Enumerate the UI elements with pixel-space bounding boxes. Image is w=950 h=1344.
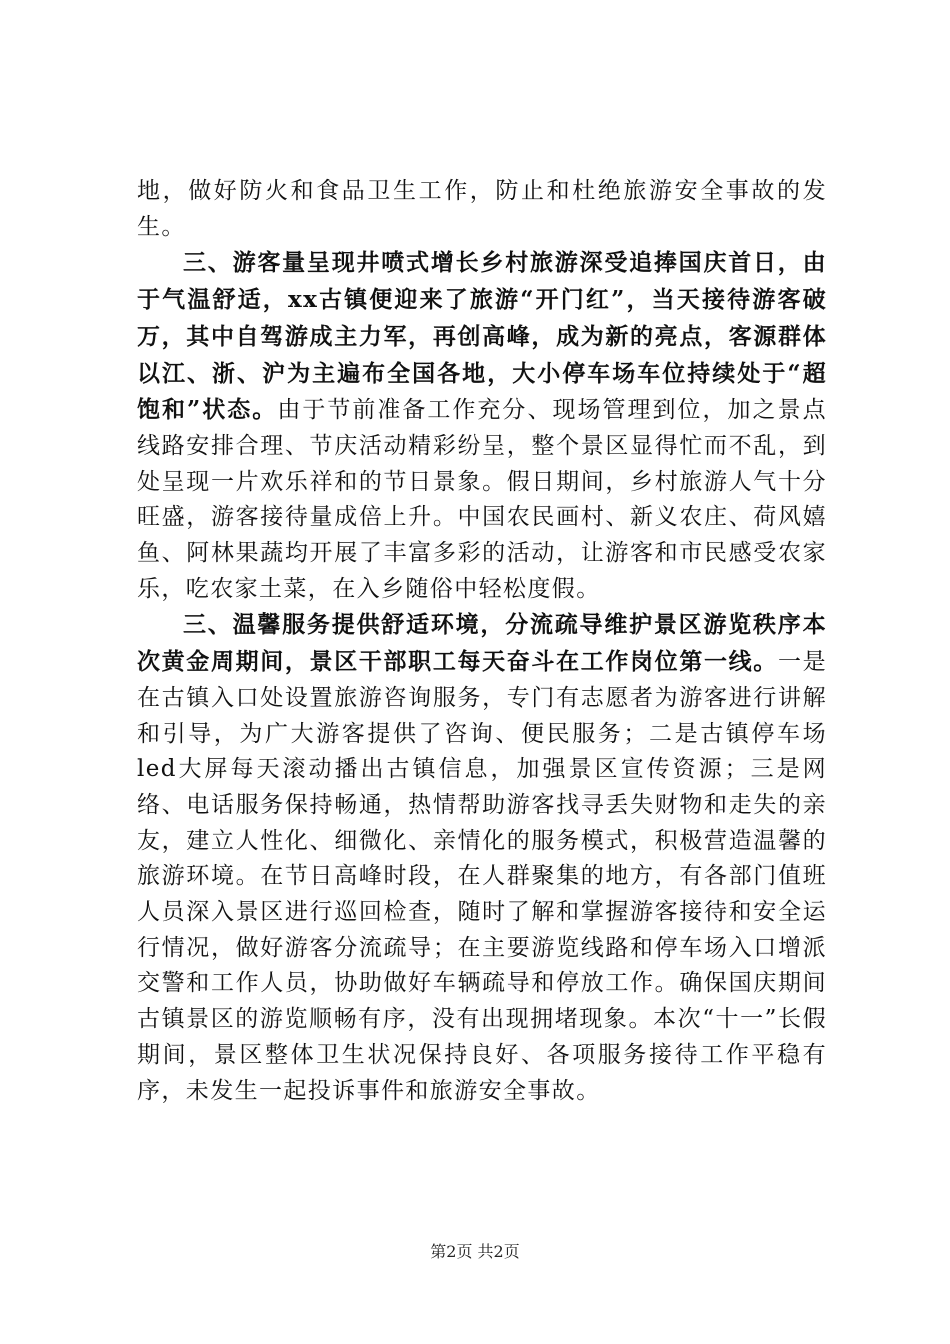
paragraph-continuation: [137, 174, 827, 245]
paragraph-warm-service: [137, 607, 827, 1109]
page-footer: [0, 1242, 950, 1262]
paragraph-tourist-growth: [137, 245, 827, 607]
paragraph-text: 地，做好防火和食品卫生工作，防止和杜绝旅游安全事故的发生。: [137, 178, 827, 240]
paragraph-text: 一是在古镇入口处设置旅游咨询服务，专门有志愿者为游客进行讲解和引导，为广大游客提供了咨询、便民服务；二是古镇停车场led大屏每天滚动播出古镇信息，加强景区宣传资源；三是网络、电话服务保持畅通，热情帮助游客找寻丢失财物和走失的亲友，建立人性化、细微化、亲情化的服务模式，积极营造温馨的旅游环境。在节日高峰时段，在人群聚集的地方，有各部门值班人员深入景区进行巡回检查，随时了解和掌握游客接待和安全运行情况，做好游客分流疏导；在主要游览线路和停车场入口增派交警和工作人员，协助做好车辆疏导和停放工作。确保国庆期间古镇景区的游览顺畅有序，没有出现拥堵现象。本次“十一”长假期间，景区整体卫生状况保持良好、各项服务接待工作平稳有序，未发生一起投诉事件和旅游安全事故。: [137, 649, 827, 1104]
page-number: 第2页 共2页: [430, 1242, 520, 1261]
document-body: [137, 174, 827, 1109]
paragraph-heading: 三、温馨服务提供舒适环境，分流疏导维护景区游览秩序本次黄金周期间，景区干部职工每天奋斗在工作岗位第一线。: [137, 611, 827, 676]
paragraph-heading: 三、游客量呈现井喷式增长乡村旅游深受追捧国庆首日，由于气温舒适，xx古镇便迎来了旅游“开门红”，当天接待游客破万，其中自驾游成主力军，再创高峰，成为新的亮点，客源群体以江、浙、沪为主遍布全国各地，大小停车场车位持续处于“超饱和”状态。: [137, 249, 827, 424]
paragraph-text: 由于节前准备工作充分、现场管理到位，加之景点线路安排合理、节庆活动精彩纷呈，整个景区显得忙而不乱，到处呈现一片欢乐祥和的节日景象。假日期间，乡村旅游人气十分旺盛，游客接待量成倍上升。中国农民画村、新义农庄、荷风嬉鱼、阿林果蔬均开展了丰富多彩的活动，让游客和市民感受农家乐，吃农家土菜，在入乡随俗中轻松度假。: [137, 397, 827, 602]
